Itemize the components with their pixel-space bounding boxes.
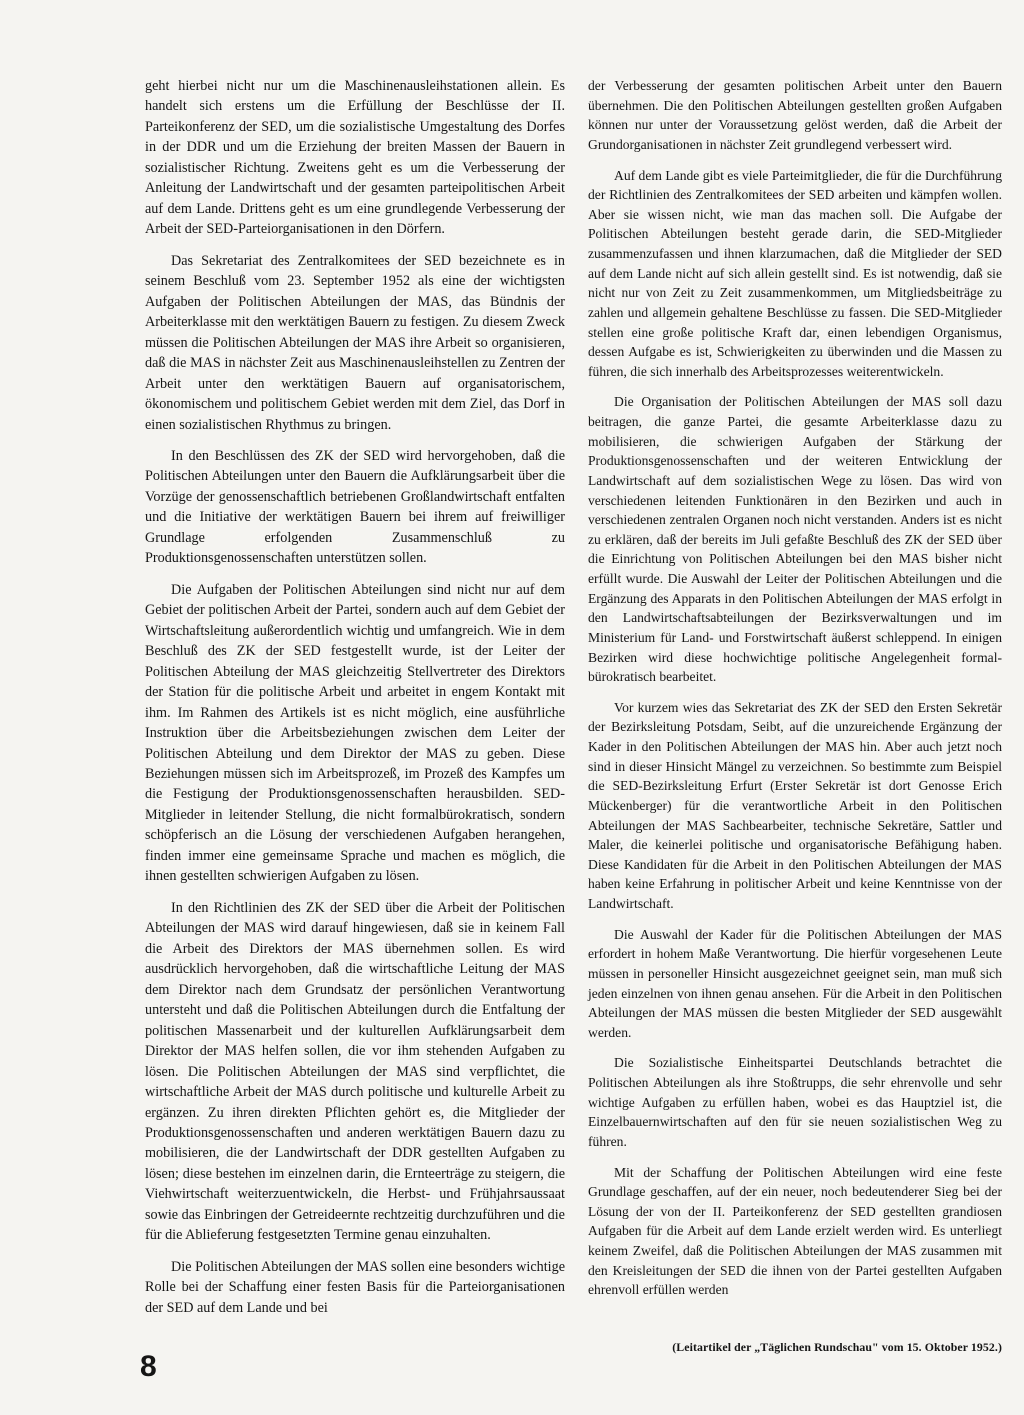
source-note: (Leitartikel der „Täglichen Rundschau" vom 15. Oktober 1952.) <box>672 1340 1002 1354</box>
paragraph: Die Politischen Abteilungen der MAS sollen eine besonders wichtige Rolle bei der Schaffung einer festen Basis für die Parteiorganisationen der SED auf dem Lande und bei <box>145 1258 565 1316</box>
paragraph: Auf dem Lande gibt es viele Parteimitglieder, die für die Durchführung der Richtlinien des Zentralkomitees der SED arbeiten und kämpfen wollen. Aber sie wissen nicht, wie man das machen soll. Die Aufgabe der Politischen Abteilungen besteht gerade darin, die SED-Mitglieder zusammenzufassen und ihnen klarzumachen, daß die Mitglieder der SED auf dem Lande nicht auf sich allein gestellt sind. Es ist notwendig, daß sie nicht nur von Zeit zu Zeit zusammenkommen, um Mitgliedsbeiträge zu zahlen und allgemein gehaltene Beschlüsse zu fassen. Die SED-Mitglieder stellen eine große politische Kraft dar, einen lebendigen Organismus, dessen Aufgabe es ist, Schwierigkeiten zu überwinden und die Massen zu führen, die sich innerhalb des Arbeitsprozesses weiterentwickeln. <box>588 167 1002 379</box>
article-left-column <box>145 76 565 1329</box>
paragraph: Mit der Schaffung der Politischen Abteilungen wird eine feste Grundlage geschaffen, auf der ein neuer, noch bedeutenderer Sieg bei der Lösung der von der II. Parteikonferenz der SED gestellten grandiosen Aufgaben für die Arbeit auf dem Lande erzielt werden wird. Es unterliegt keinem Zweifel, daß die Politischen Abteilungen der MAS zusammen mit den Kreisleitungen der SED die ihnen von der Partei gestellten Aufgaben ehrenvoll erfüllen werden <box>588 1164 1002 1298</box>
article-right-column <box>588 76 1002 1311</box>
paragraph: Das Sekretariat des Zentralkomitees der SED bezeichnete es in seinem Beschluß vom 23. September 1952 als eine der wichtigsten Aufgaben der Politischen Abteilungen der MAS, das Bündnis der Arbeiterklasse mit den werktätigen Bauern zu festigen. Zu diesem Zweck müssen die Politischen Abteilungen der MAS ihre Arbeit so organisieren, daß die MAS in nächster Zeit aus Maschinenausleihstellen zu Zentren der Arbeit unter den werktätigen Bauern auf organisatorischem, ökonomischem und politischem Gebiet werden mit dem Ziel, das Dorf in einen sozialistischen Rhythmus zu bringen. <box>145 252 565 433</box>
paragraph: Vor kurzem wies das Sekretariat des ZK der SED den Ersten Sekretär der Bezirksleitung Potsdam, Seibt, auf die unzureichende Ergänzung der Kader in den Politischen Abteilungen der MAS hin. Aber auch jetzt noch sind in dieser Hinsicht Mängel zu verzeichnen. So bestimmte zum Beispiel die SED-Bezirksleitung Erfurt (Erster Sekretär ist dort Genosse Erich Mückenberger) für die verantwortliche Arbeit in den Politischen Abteilungen der MAS Sachbearbeiter, technische Sekretäre, Sattler und Maler, die keinerlei politische und organisatorische Befähigung haben. Diese Kandidaten für die Arbeit in den Politischen Abteilungen der MAS haben keine Erfahrung in politischer Arbeit und keine Kenntnisse von der Landwirtschaft. <box>588 699 1002 911</box>
paragraph: Die Organisation der Politischen Abteilungen der MAS soll dazu beitragen, die ganze Partei, die gesamte Arbeiterklasse dazu zu mobilisieren, die schwierigen Aufgaben der Stärkung der Produktionsgenossenschaften und der weiteren Entwicklung der Landwirtschaft auf dem sozialistischen Wege zu lösen. Das wird von verschiedenen leitenden Funktionären in den Bezirken und auch in verschiedenen zentralen Organen noch nicht verstanden. Anders ist es nicht zu erklären, daß der bereits im Juli gefaßte Beschluß des ZK der SED über die Einrichtung von Politischen Abteilungen bei den MAS bisher nicht erfüllt wurde. Die Auswahl der Leiter der Politischen Abteilungen und die Ergänzung des Apparats in den Politischen Abteilungen der MAS erfolgt in den Landwirtschaftsabteilungen der Bezirksverwaltungen und im Ministerium für Land- und Forstwirtschaft äußerst schleppend. In einigen Bezirken wird diese hochwichtige politische Angelegenheit formal-bürokratisch bearbeitet. <box>588 394 1002 685</box>
paragraph: der Verbesserung der gesamten politischen Arbeit unter den Bauern übernehmen. Die den Politischen Abteilungen gestellten großen Aufgaben können nur unter der Voraussetzung gelöst werden, daß die Arbeit der Grundorganisationen in nächster Zeit grundlegend verbessert wird. <box>588 78 1002 152</box>
page-number: 8 <box>140 1350 157 1383</box>
paragraph: In den Beschlüssen des ZK der SED wird hervorgehoben, daß die Politischen Abteilungen unter den Bauern die Aufklärungsarbeit über die Vorzüge der genossenschaftlich betriebenen Großlandwirtschaft entfalten und die Initiative der werktätigen Bauern bei ihrem auf freiwilliger Grundlage erfolgenden Zusammenschluß zu Produktionsgenossenschaften unterstützen sollen. <box>145 447 565 567</box>
paragraph: Die Aufgaben der Politischen Abteilungen sind nicht nur auf dem Gebiet der politischen Arbeit der Partei, sondern auch auf dem Gebiet der Wirtschaftsleitung außerordentlich wichtig und umfangreich. Wie in dem Beschluß des ZK der SED festgestellt wurde, ist der Leiter der Politischen Abteilung der MAS gleichzeitig Stellvertreter des Direktors der Station für die politische Arbeit und arbeitet in engem Kontakt mit ihm. Im Rahmen des Artikels ist es nicht möglich, eine ausführliche Instruktion über die Arbeitsbeziehungen zwischen dem Leiter der Politischen Abteilung und dem Direktor der MAS zu geben. Diese Beziehungen müssen sich im Arbeitsprozeß, im Prozeß des Kampfes um die Festigung der Produktionsgenossenschaften herausbilden. SED-Mitglieder in leitender Stellung, die nicht formalbürokratisch, sondern schöpferisch an die Lösung der verschiedenen Aufgaben herangehen, finden immer eine gemeinsame Sprache und machen es möglich, die ihnen gestellten schwierigen Aufgaben zu lösen. <box>145 581 565 885</box>
paragraph: In den Richtlinien des ZK der SED über die Arbeit der Politischen Abteilungen der MAS wird darauf hingewiesen, daß sie in keinem Fall die Arbeit des Direktors der MAS übernehmen sollen. Es wird ausdrücklich hervorgehoben, daß die wirtschaftliche Leitung der MAS dem Direktor nach dem Grundsatz der persönlichen Verantwortung untersteht und daß die Politischen Abteilungen durch die Entfaltung der politischen Massenarbeit und der kulturellen Aufklärungsarbeit dem Direktor der MAS helfen sollen, die vor ihm stehenden Aufgaben zu lösen. Die Politischen Abteilungen der MAS sind verpflichtet, die wirtschaftliche Arbeit der MAS durch politische und kulturelle Arbeit zu ergänzen. Zu ihren direkten Pflichten gehört es, die Mitglieder der Produktionsgenossenschaften und anderen werktätigen Bauern dazu zu mobilisieren, die der Landwirtschaft der DDR gestellten Aufgaben zu lösen; diese bestehen im einzelnen darin, die Ernteerträge zu steigern, die Viehwirtschaft weiterzuentwickeln, die Herbst- und Frühjahrsaussaat sowie das Einbringen der Getreideernte rechtzeitig durchzuführen und die für die Ablieferung festgesetzten Termine genau einzuhalten. <box>145 899 565 1244</box>
paragraph: Die Sozialistische Einheitspartei Deutschlands betrachtet die Politischen Abteilungen als ihre Stoßtrupps, die sehr ehrenvolle und sehr wichtige Aufgaben zu erfüllen haben, wobei es das Hauptziel ist, die Einzelbauernwirtschaften auf den für sie neuen sozialistischen Weg zu führen. <box>588 1055 1002 1149</box>
paragraph: Die Auswahl der Kader für die Politischen Abteilungen der MAS erfordert in hohem Maße Verantwortung. Die hierfür vorgesehenen Leute müssen in personeller Hinsicht ausgezeichnet geeignet sein, man muß sich jeden einzelnen von ihnen genau ansehen. Für die Arbeit in den Politischen Abteilungen der MAS müssen die besten Mitglieder der SED ausgewählt werden. <box>588 926 1002 1040</box>
paragraph: geht hierbei nicht nur um die Maschinenausleihstationen allein. Es handelt sich erstens um die Erfüllung der Beschlüsse der II. Parteikonferenz der SED, um die sozialistische Umgestaltung des Dorfes in der DDR und um die Erziehung der breiten Massen der Bauern in sozialistischer Richtung. Zweitens geht es um die Verbesserung der Anleitung der Landwirtschaft und der gesamten parteipolitischen Arbeit auf dem Lande. Drittens geht es um eine grundlegende Verbesserung der Arbeit der SED-Parteiorganisationen in den Dörfern. <box>145 78 565 238</box>
